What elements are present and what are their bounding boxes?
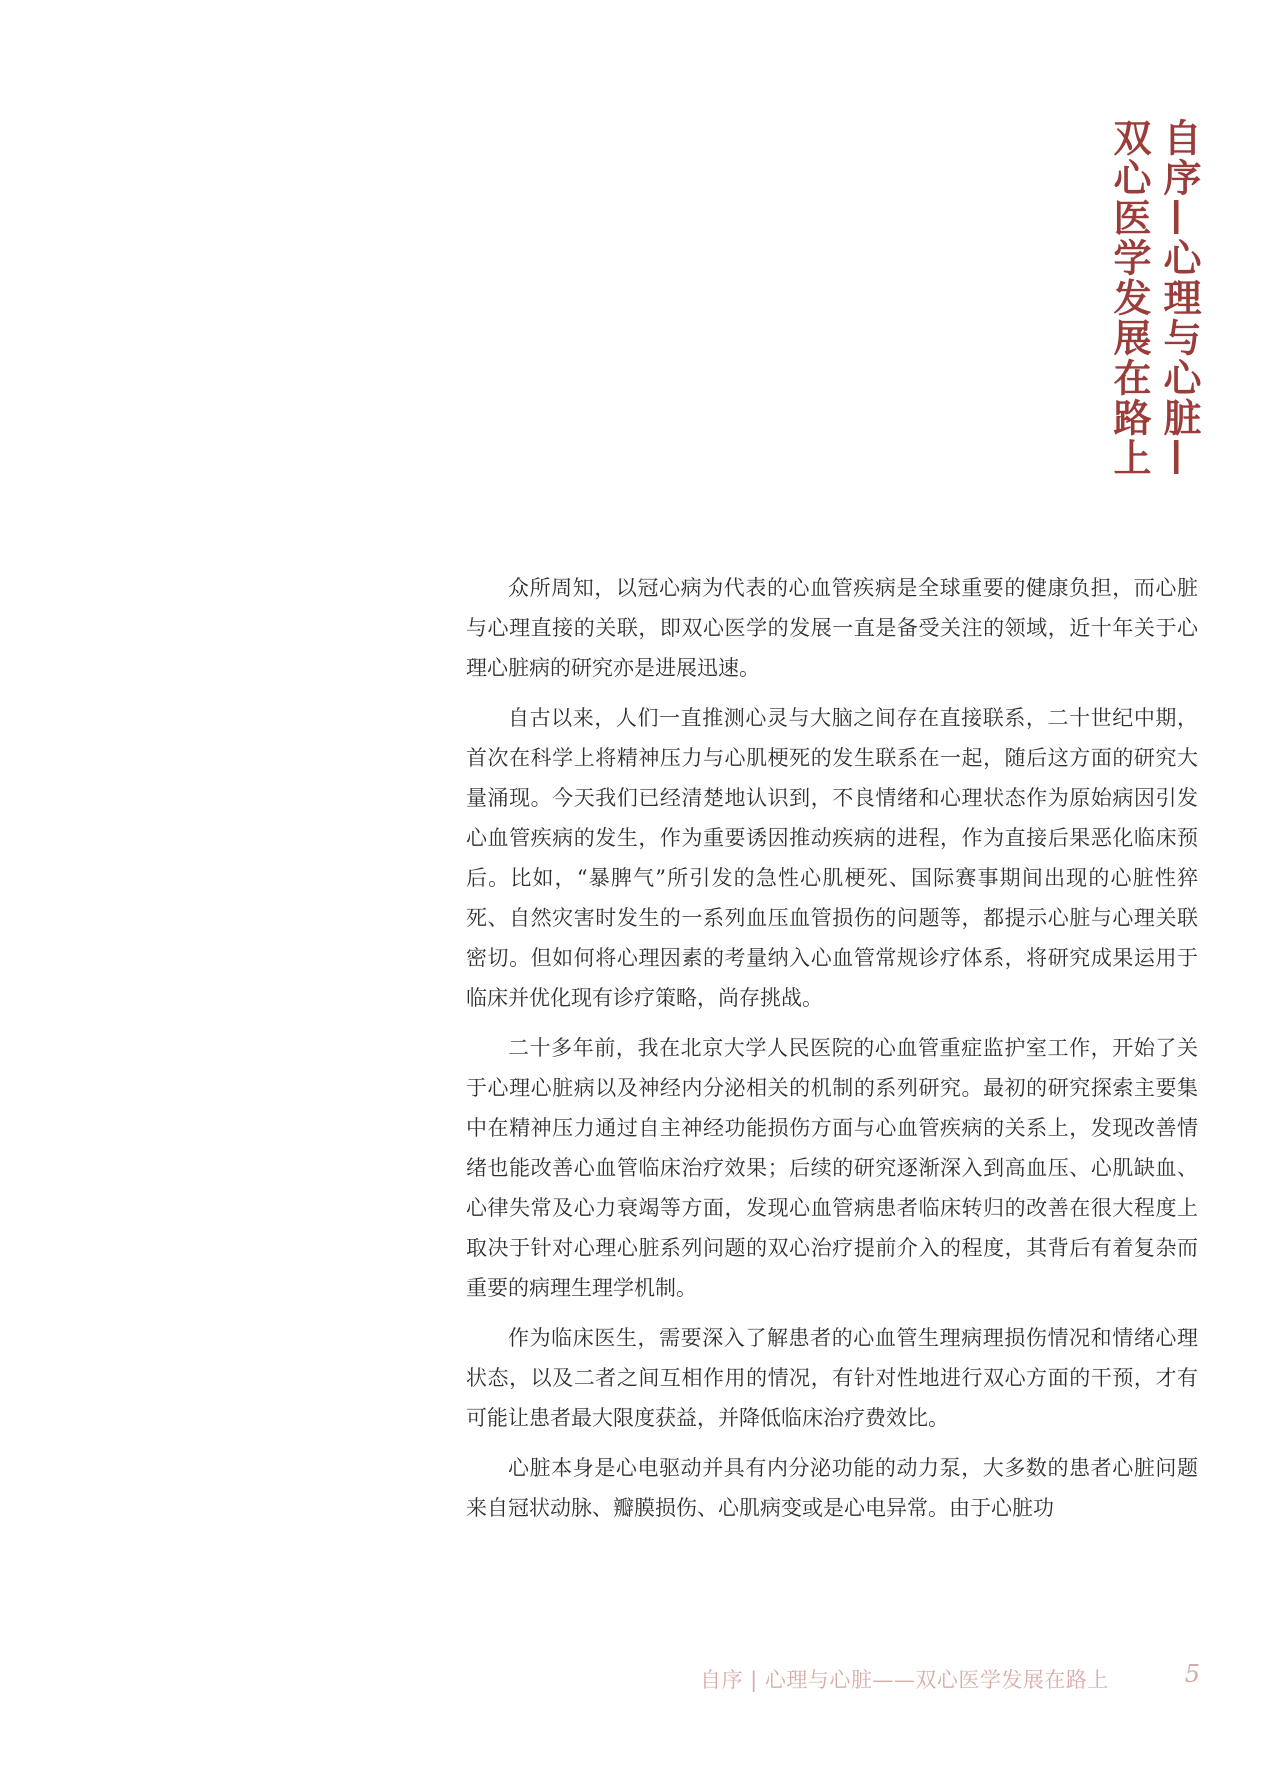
- paragraph: 作为临床医生，需要深入了解患者的心血管生理病理损伤情况和情绪心理状态，以及二者之间互相作用的情况，有针对性地进行双心方面的干预，才有可能让患者最大限度获益，并降低临床治疗费效比。: [466, 1326, 1198, 1430]
- chapter-title-line-1: 自序—心理与心脏—: [1157, 118, 1202, 478]
- paragraph: 心脏本身是心电驱动并具有内分泌功能的动力泵，大多数的患者心脏问题来自冠状动脉、瓣膜损伤、心肌病变或是心电异常。由于心脏功: [466, 1456, 1198, 1520]
- paragraph: 二十多年前，我在北京大学人民医院的心血管重症监护室工作，开始了关于心理心脏病以及神经内分泌相关的机制的系列研究。最初的研究探索主要集中在精神压力通过自主神经功能损伤方面与心血管疾病的关系上，发现改善情绪也能改善心血管临床治疗效果；后续的研究逐渐深入到高血压、心肌缺血、心律失常及心力衰竭等方面，发现心血管病患者临床转归的改善在很大程度上取决于针对心理心脏系列问题的双心治疗提前介入的程度，其背后有着复杂而重要的病理生理学机制。: [466, 1036, 1198, 1300]
- chapter-title-line-2: 双心医学发展在路上: [1107, 118, 1152, 478]
- running-title: 自序 | 心理与心脏——双心医学发展在路上: [700, 1668, 1109, 1692]
- paragraph: 自古以来，人们一直推测心灵与大脑之间存在直接联系，二十世纪中期，首次在科学上将精神压力与心肌梗死的发生联系在一起，随后这方面的研究大量涌现。今天我们已经清楚地认识到，不良情绪和心理状态作为原始病因引发心血管疾病的发生，作为重要诱因推动疾病的进程，作为直接后果恶化临床预后。比如，“暴脾气”所引发的急性心肌梗死、国际赛事期间出现的心脏性猝死、自然灾害时发生的一系列血压血管损伤的问题等，都提示心脏与心理关联密切。但如何将心理因素的考量纳入心血管常规诊疗体系，将研究成果运用于临床并优化现有诊疗策略，尚存挑战。: [466, 706, 1198, 1010]
- body-text: [466, 568, 1198, 1538]
- page-number: 5: [1184, 1660, 1200, 1688]
- page-footer: [600, 1660, 1200, 1700]
- chapter-title: [1106, 118, 1202, 478]
- paragraph: 众所周知，以冠心病为代表的心血管疾病是全球重要的健康负担，而心脏与心理直接的关联，即双心医学的发展一直是备受关注的领域，近十年关于心理心脏病的研究亦是进展迅速。: [466, 576, 1198, 680]
